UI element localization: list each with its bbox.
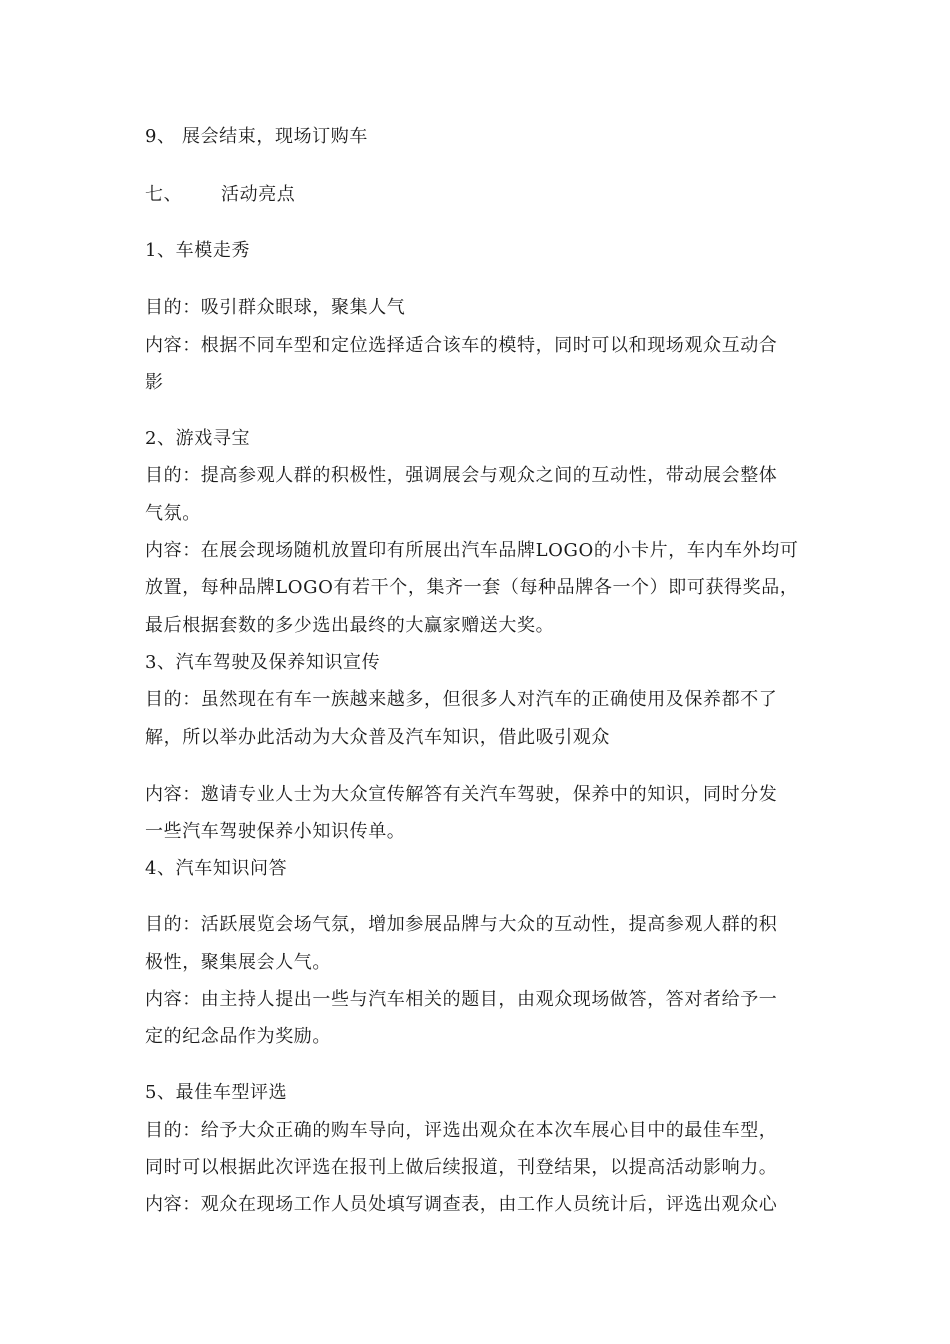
- paragraph-line: 内容：观众在现场工作人员处填写调查表，由工作人员统计后，评选出观众心: [145, 1194, 778, 1215]
- paragraph-line: 最后根据套数的多少选出最终的大赢家赠送大奖。: [145, 615, 555, 636]
- paragraph-line: 放置，每种品牌LOGO有若干个，集齐一套（每种品牌各一个）即可获得奖品，: [145, 577, 799, 598]
- section-number: 七、: [145, 184, 183, 205]
- paragraph-line: 气氛。: [145, 503, 201, 524]
- paragraph-line: 内容：邀请专业人士为大众宣传解答有关汽车驾驶，保养中的知识，同时分发: [145, 784, 778, 805]
- paragraph-line: 目的：给予大众正确的购车导向，评选出观众在本次车展心目中的最佳车型，: [145, 1120, 778, 1141]
- paragraph-line: 内容：根据不同车型和定位选择适合该车的模特，同时可以和现场观众互动合: [145, 335, 778, 356]
- section-heading: [145, 184, 295, 206]
- item-heading-2: 2、游戏寻宝: [145, 428, 251, 449]
- text-line-1: 9、 展会结束，现场订购车: [145, 126, 368, 147]
- paragraph-line: 影: [145, 372, 164, 393]
- paragraph-line: 内容：在展会现场随机放置印有所展出汽车品牌LOGO的小卡片，车内车外均可: [145, 540, 799, 561]
- paragraph-line: 内容：由主持人提出一些与汽车相关的题目，由观众现场做答，答对者给予一: [145, 989, 778, 1010]
- section-title: 活动亮点: [221, 184, 296, 205]
- item-heading-5: 5、最佳车型评选: [145, 1082, 288, 1103]
- paragraph-line: 目的：活跃展览会场气氛，增加参展品牌与大众的互动性，提高参观人群的积: [145, 914, 778, 935]
- paragraph-line: 解，所以举办此活动为大众普及汽车知识，借此吸引观众: [145, 727, 610, 748]
- item-heading-3: 3、汽车驾驶及保养知识宣传: [145, 652, 381, 673]
- paragraph-line: 目的：提高参观人群的积极性，强调展会与观众之间的互动性，带动展会整体: [145, 465, 778, 486]
- paragraph-line: 目的：吸引群众眼球，聚集人气: [145, 297, 406, 318]
- paragraph-line: 目的：虽然现在有车一族越来越多，但很多人对汽车的正确使用及保养都不了: [145, 689, 778, 710]
- paragraph-line: 极性，聚集展会人气。: [145, 952, 331, 973]
- paragraph-line: 一些汽车驾驶保养小知识传单。: [145, 821, 406, 842]
- item-heading-4: 4、汽车知识问答: [145, 858, 288, 879]
- item-heading-1: 1、车模走秀: [145, 240, 251, 261]
- paragraph-line: 同时可以根据此次评选在报刊上做后续报道，刊登结果，以提高活动影响力。: [145, 1157, 778, 1178]
- paragraph-line: 定的纪念品作为奖励。: [145, 1026, 331, 1047]
